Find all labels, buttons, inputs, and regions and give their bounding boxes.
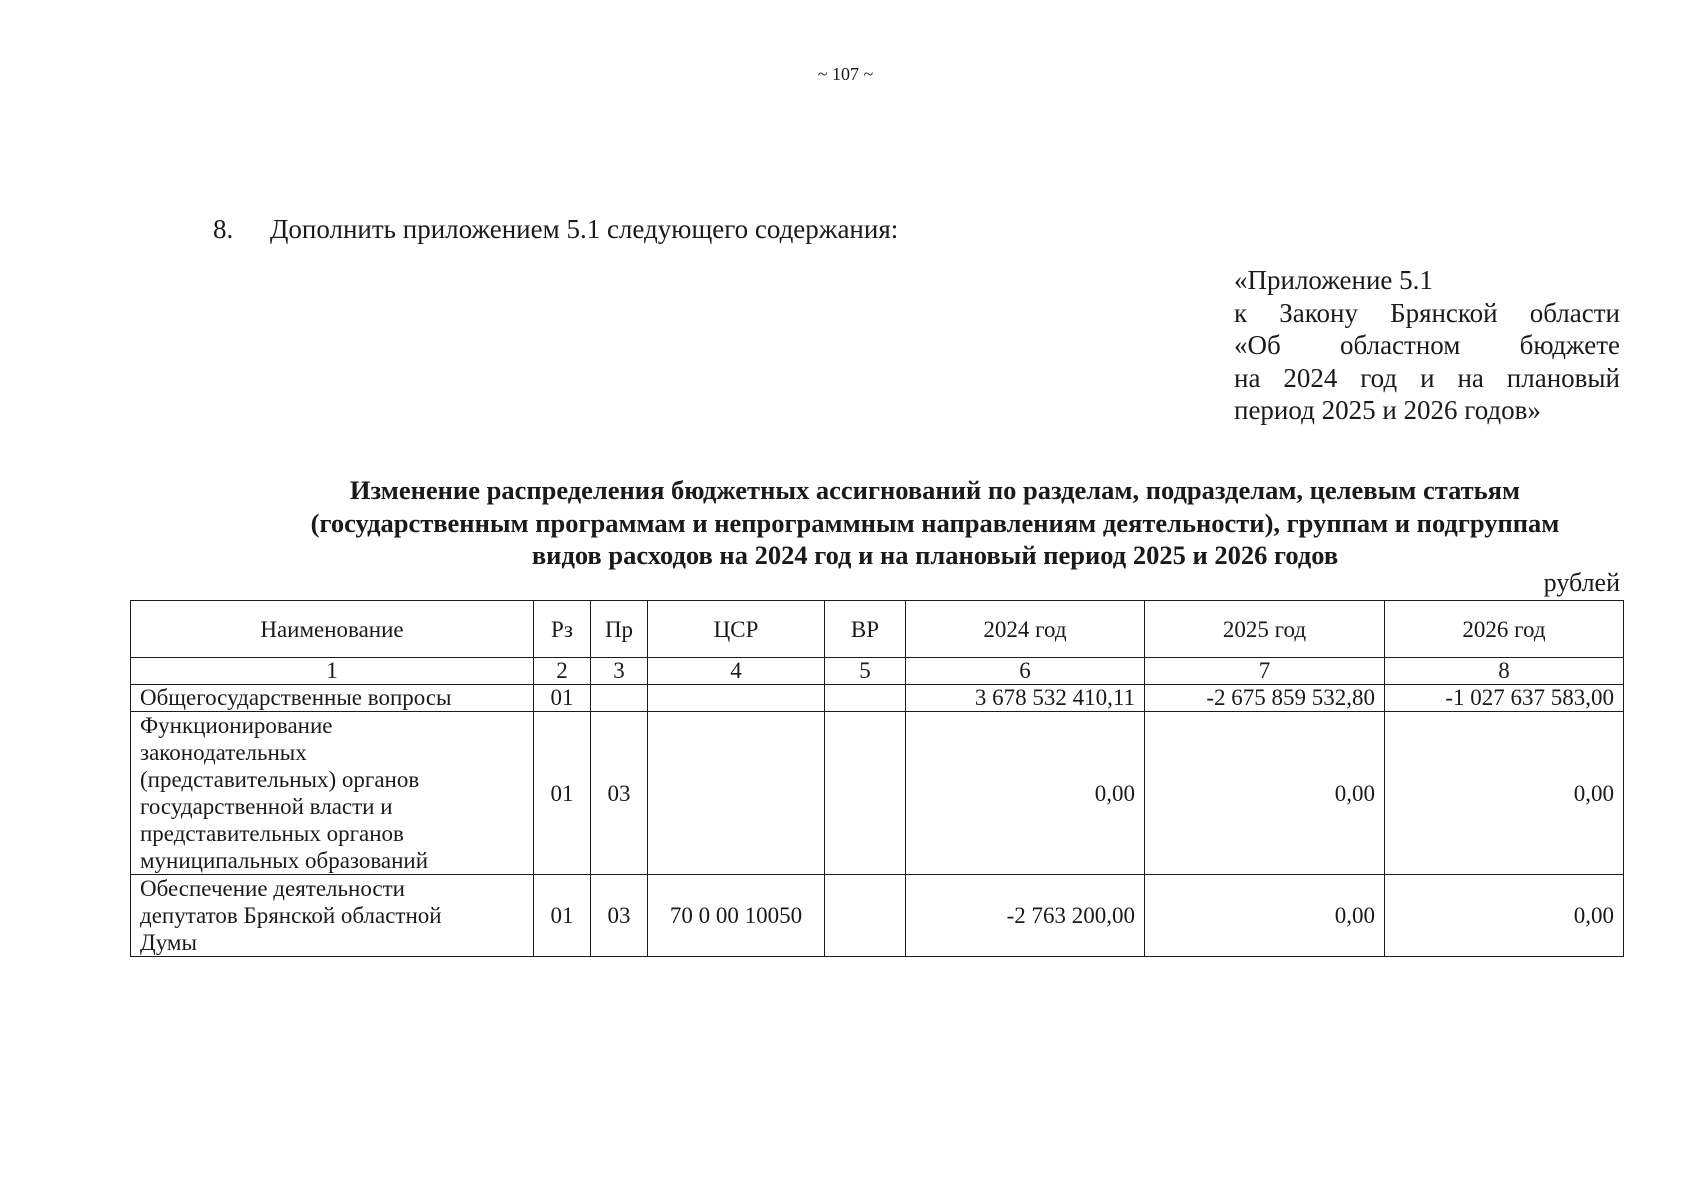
header-rz: Рз [534, 601, 591, 658]
appendix-line: период 2025 и 2026 годов» [1234, 395, 1541, 425]
row-name-line: Функционирование [140, 713, 333, 738]
amount-2024-cell: 0,00 [906, 712, 1145, 875]
instruction-number: 8. [213, 214, 234, 244]
row-name-line: муниципальных образований [140, 848, 429, 873]
table-title-line: видов расходов на 2024 год и на плановый период 2025 и 2026 годов [531, 540, 1339, 570]
pr-cell: 03 [591, 712, 648, 875]
appendix-line: на 2024 год и на плановый [1234, 362, 1620, 393]
row-name-line: Думы [140, 930, 197, 955]
pr-cell [591, 685, 648, 712]
table-title-line: (государственным программам и непрограммным направлениям деятельности), группам и подгруппам [310, 507, 1560, 538]
amount-2025-cell: 0,00 [1145, 712, 1385, 875]
instruction-text: Дополнить приложением 5.1 следующего содержания: [270, 214, 899, 244]
amount-2024-cell: -2 763 200,00 [906, 875, 1145, 957]
page-number: ~ 107 ~ [817, 64, 874, 84]
row-name-line: (представительных) органов [140, 767, 420, 792]
amount-2025-cell: 0,00 [1145, 875, 1385, 957]
amount-2026-cell: 0,00 [1385, 875, 1624, 957]
row-name-line: Общегосударственные вопросы [140, 685, 452, 710]
column-number: 7 [1145, 658, 1385, 685]
amount-2026-cell: 0,00 [1385, 712, 1624, 875]
table-row [131, 685, 1624, 712]
row-name-line: представительных органов [140, 821, 404, 846]
row-name-cell [131, 875, 534, 957]
row-name-line: законодательных [140, 740, 307, 765]
vr-cell [825, 875, 906, 957]
instruction-paragraph [213, 214, 898, 245]
amount-2025-cell: -2 675 859 532,80 [1145, 685, 1385, 712]
table-header-row [131, 601, 1624, 658]
row-name-line: Обеспечение деятельности [140, 876, 405, 901]
rz-cell: 01 [534, 875, 591, 957]
column-number: 5 [825, 658, 906, 685]
header-name: Наименование [131, 601, 534, 658]
amount-2024-cell: 3 678 532 410,11 [906, 685, 1145, 712]
table-title-line: Изменение распределения бюджетных ассигнований по разделам, подразделам, целевым статьям [349, 475, 1521, 505]
table-row [131, 875, 1624, 957]
vr-cell [825, 712, 906, 875]
column-number: 4 [648, 658, 825, 685]
row-name-cell [131, 685, 534, 712]
rz-cell: 01 [534, 712, 591, 875]
row-name-line: депутатов Брянской областной [140, 903, 442, 928]
header-csr: ЦСР [648, 601, 825, 658]
appendix-line: «Приложение 5.1 [1234, 265, 1433, 295]
header-2024: 2024 год [906, 601, 1145, 658]
rz-cell: 01 [534, 685, 591, 712]
column-number: 6 [906, 658, 1145, 685]
units-label: рублей [1543, 568, 1620, 597]
header-2025: 2025 год [1145, 601, 1385, 658]
csr-cell: 70 0 00 10050 [648, 875, 825, 957]
appendix-reference [1234, 264, 1620, 427]
table-row [131, 712, 1624, 875]
appendix-line: «Об областном бюджете [1234, 330, 1620, 360]
header-pr: Пр [591, 601, 648, 658]
column-number: 8 [1385, 658, 1624, 685]
row-name-line: государственной власти и [140, 794, 393, 819]
appendix-line: к Закону Брянской области [1234, 297, 1620, 328]
csr-cell [648, 712, 825, 875]
row-name-cell [131, 712, 534, 875]
column-number-row [131, 658, 1624, 685]
budget-table [130, 600, 1624, 957]
csr-cell [648, 685, 825, 712]
pr-cell: 03 [591, 875, 648, 957]
amount-2026-cell: -1 027 637 583,00 [1385, 685, 1624, 712]
header-2026: 2026 год [1385, 601, 1624, 658]
header-vr: ВР [825, 601, 906, 658]
vr-cell [825, 685, 906, 712]
column-number: 2 [534, 658, 591, 685]
column-number: 1 [131, 658, 534, 685]
table-title [240, 474, 1630, 572]
column-number: 3 [591, 658, 648, 685]
